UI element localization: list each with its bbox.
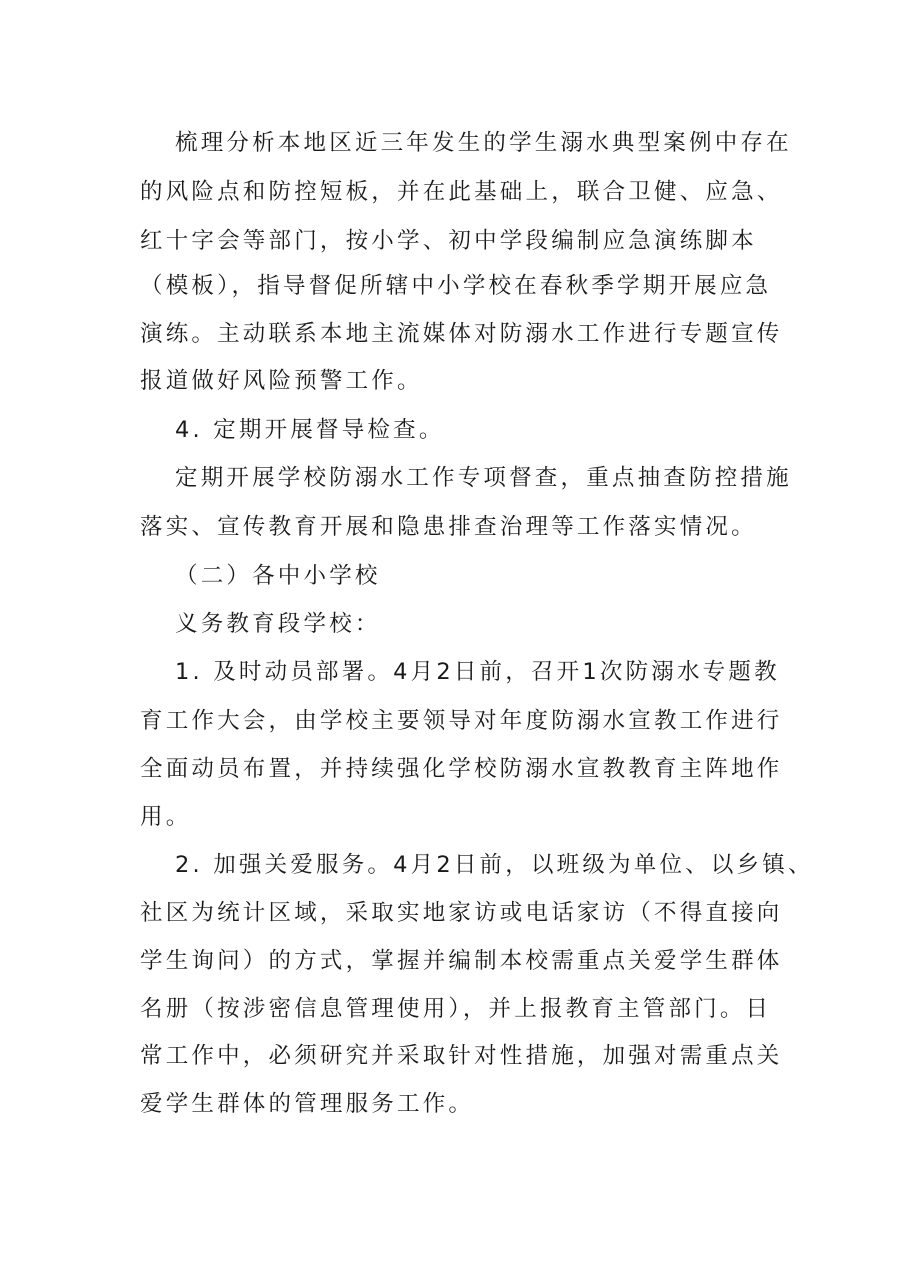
paragraph-line: （模板），指导督促所辖中小学校在春秋季学期开展应急 — [140, 273, 772, 299]
paragraph-line: 报道做好风险预警工作。 — [140, 368, 423, 394]
paragraph-line: 用。 — [140, 804, 192, 830]
paragraph-line: 落实、宣传教育开展和隐患排查治理等工作落实情况。 — [140, 514, 757, 540]
paragraph-line: 1. 及时动员部署。4月2日前，召开1次防溺水专题教 — [175, 659, 780, 685]
paragraph-line: 爱学生群体的管理服务工作。 — [140, 1091, 475, 1117]
paragraph-line: 梳理分析本地区近三年发生的学生溺水典型案例中存在 — [175, 130, 792, 156]
paragraph-line: 2. 加强关爱服务。4月2日前，以班级为单位、以乡镇、 — [175, 852, 814, 878]
subsection-heading: 义务教育段学校： — [175, 611, 381, 637]
paragraph-line: 名册（按涉密信息管理使用），并上报教育主管部门。日 — [140, 996, 772, 1022]
paragraph-line: 育工作大会，由学校主要领导对年度防溺水宣教工作进行 — [140, 708, 783, 734]
paragraph-line: 演练。主动联系本地主流媒体对防溺水工作进行专题宣传 — [140, 321, 783, 347]
paragraph-line: 学生询问）的方式，掌握并编制本校需重点关爱学生群体 — [140, 948, 783, 974]
paragraph-line: 全面动员布置，并持续强化学校防溺水宣教教育主阵地作 — [140, 756, 783, 782]
section-heading: （二）各中小学校 — [175, 563, 381, 589]
paragraph-line: 的风险点和防控短板，并在此基础上，联合卫健、应急、 — [140, 179, 783, 205]
paragraph-line: 红十字会等部门，按小学、初中学段编制应急演练脚本 — [140, 228, 757, 254]
paragraph-line: 社区为统计区域，采取实地家访或电话家访（不得直接向 — [140, 900, 783, 926]
paragraph-line: 常工作中，必须研究并采取针对性措施，加强对需重点关 — [140, 1043, 783, 1069]
paragraph-line: 定期开展学校防溺水工作专项督查，重点抽查防控措施 — [175, 465, 792, 491]
section-heading: 4. 定期开展督导检查。 — [175, 417, 445, 443]
